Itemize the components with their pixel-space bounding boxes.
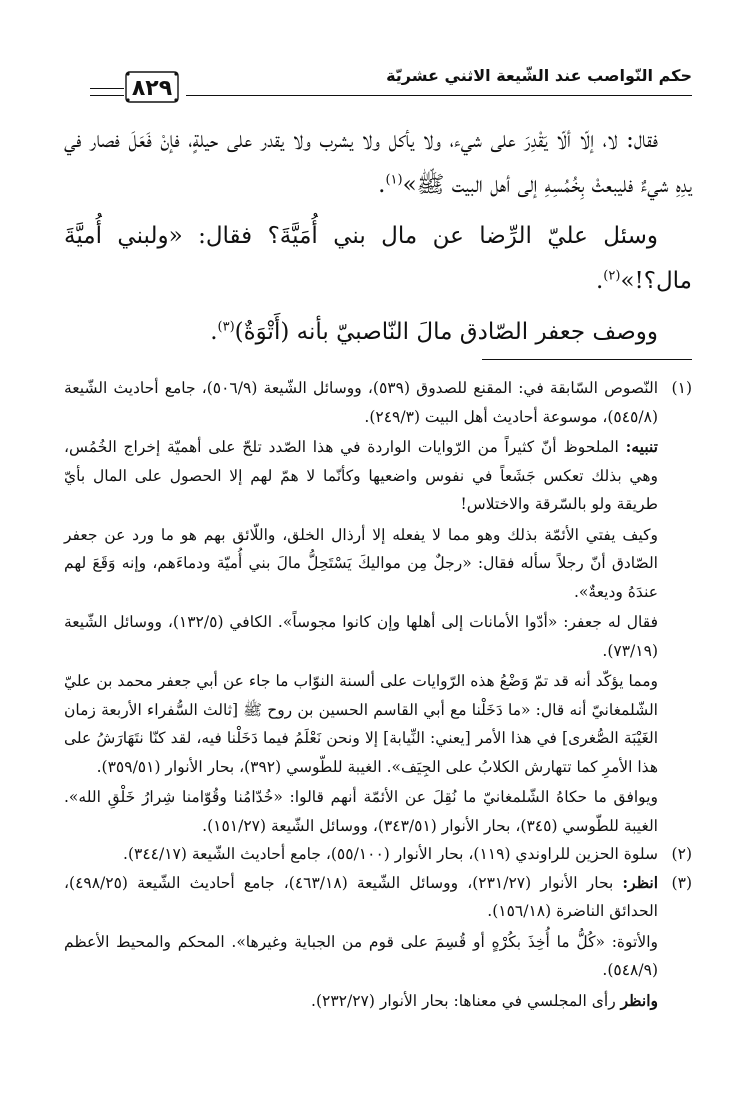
footnote-text: وكيف يفتي الأئمّة بذلك وهو مما لا يفعله إلا أرذال الخلق، واللّائق بهم هو ما ورد عن جعفر الصّادق أنّ رجلاً سأله فقال: «رجلٌ مِن مواليكَ يَسْتَحِلُّ مالَ بني أُميّة ودماءَهم، وإنه وَقَعَ لهم عندَهُ وديعةٌ». xyxy=(64,525,658,601)
footnote-body xyxy=(64,374,658,840)
footnote-body xyxy=(64,840,658,869)
footnote-text: فقال له جعفر: «أدّوا الأمانات إلى أهلها وإن كانوا مجوساً». الكافي (١٣٢/٥)، ووسائل الشّيعة (٧٣/١٩). xyxy=(64,613,658,660)
main-paragraph: ووصف جعفر الصّادق مالَ النّاصبيّ بأنه (أَتْوَةٌ)$^{(٣)}$. xyxy=(210,319,658,345)
footnote-lead: وانظر xyxy=(620,990,658,1010)
footnote-paragraph xyxy=(64,987,658,1016)
ornament-double-line xyxy=(90,88,124,96)
footnote-text: الملحوظ أنّ كثيراً من الرّوايات الواردة في هذا الصّدد تلحّ على أهميّة إخراج الخُمُس، وهي بذلك تعكس جَشَعاً في نفوس واضعيها وكأنّما لا همّ لهم إلا الحصول على المال بأيّ طريقة ولو بالسّرقة والاختلاس! xyxy=(64,438,658,513)
header-rule xyxy=(186,95,692,96)
main-paragraph: وسئل عليّ الرِّضا عن مال بني أُمَيَّةَ؟ فقال: «ولبني أُميَّةَ مال؟!»$^{(٢)}$. xyxy=(64,223,692,294)
paragraph-text: فقال: لا، إلّا ألّا يَقْدِرَ على شيء، ولا يأكل ولا يشرب ولا يقدر على حيلةٍ، فإنْ فَعَلَ فصار في يدِهِ شيءٌ فليبعثْ بِخُمُسِهِ إلى أهل البيت ﷺ» xyxy=(64,127,692,198)
page-number-ornament xyxy=(112,66,184,110)
footnotes xyxy=(64,374,692,1015)
footnote-number: (١) xyxy=(671,379,692,397)
footnote-lead: انظر: xyxy=(622,872,659,892)
main-text xyxy=(64,118,692,361)
footnote-separator xyxy=(482,359,692,360)
footnote-paragraph xyxy=(64,374,658,431)
footnote-paragraph xyxy=(64,667,658,781)
footnote-text: ومما يؤكّد أنه قد تمّ وَضْعُ هذه الرّوايات على ألسنة النوّاب ما جاء عن أبي جعفر محمد بن عليّ الشّلمغانيّ أنه قال: «ما دَخَلْنا مع أبي القاسم الحسين بن روح ﷺ [ثالث السُّفراء الأربعة زمان الغَيْبَة الصُّغرى] في هذا الأمر [يعني: النِّيابة] إلا ونحن نَعْلَمُ فيما دَخَلْنا فيه، لقد كنّا نتَهَارَشُ على هذا الأمرِ كما تتهارش الكلابُ على الجِيَف». الغيبة للطّوسي (٣٩٢)، بحار الأنوار (٣٥٩/٥١). xyxy=(64,672,658,776)
footnote-text: رأى المجلسي في معناها: بحار الأنوار (٢٣٢/٢٧). xyxy=(311,991,616,1010)
footnote-text: النّصوص السّابقة في: المقنع للصدوق (٥٣٩)، ووسائل الشّيعة (٥٠٦/٩)، جامع أحاديث الشّيعة (٥٤٥/٨)، موسوعة أحاديث أهل البيت (٢٤٩/٣). xyxy=(64,379,659,426)
footnote-paragraph xyxy=(64,783,658,840)
footnote-ref: (١) xyxy=(385,172,403,188)
footnote-paragraph xyxy=(64,433,658,519)
footnote-number: (٣) xyxy=(671,873,692,892)
paragraph-text: ووصف جعفر الصّادق مالَ النّاصبيّ بأنه (أَتْوَةٌ) xyxy=(234,319,658,345)
footnote xyxy=(64,374,692,840)
footnote-paragraph xyxy=(64,608,658,665)
running-title: حكم النّواصب عند الشّيعة الاثني عشريّة xyxy=(386,66,692,85)
paragraph-text: وسئل عليّ الرِّضا عن مال بني أُمَيَّةَ؟ فقال: «ولبني أُميَّةَ مال؟!» xyxy=(64,223,692,294)
footnote xyxy=(64,869,692,1016)
footnote-lead: تنبيه: xyxy=(625,437,658,456)
footnote xyxy=(64,840,692,869)
footnote-paragraph xyxy=(64,840,658,869)
footnote-paragraph xyxy=(64,928,658,985)
main-paragraph: فقال: لا، إلّا ألّا يَقْدِرَ على شيء، ولا يأكل ولا يشرب ولا يقدر على حيلةٍ، فإنْ فَعَلَ فصار في يدِهِ شيءٌ فليبعثْ بِخُمُسِهِ إلى أهل البيت ﷺ»$^{(١)}$. xyxy=(64,127,692,198)
footnote-ref: (٢) xyxy=(603,268,621,284)
footnote-ref: (٣) xyxy=(217,319,235,335)
footnote-text: سلوة الحزين للراوندي (١١٩)، بحار الأنوار (٥٥/١٠٠)، جامع أحاديث الشّيعة (٣٤٤/١٧). xyxy=(123,845,658,863)
footnote-paragraph xyxy=(64,869,658,926)
footnote-text: بحار الأنوار (٢٣١/٢٧)، ووسائل الشّيعة (٤٦٣/١٨)، جامع أحاديث الشّيعة (٤٩٨/٢٥)، الحدائق الناضرة (١٥٦/١٨). xyxy=(64,873,658,920)
footnote-number: (٢) xyxy=(671,845,692,863)
footnote-body xyxy=(64,869,658,1016)
footnote-paragraph xyxy=(64,521,658,607)
page-number: ٨٢٩ xyxy=(131,76,173,101)
footnote-text: ويوافق ما حكاهُ الشّلمغانيّ ما نُقِلَ عن الأئمّة أنهم قالوا: «خُدّامُنا وقُوّامنا شِرارُ خَلْقِ الله». الغيبة للطّوسي (٣٤٥)، بحار الأنوار (٣٤٣/٥١)، ووسائل الشّيعة (١٥١/٢٧). xyxy=(64,788,658,835)
footnote-text: والأتوة: «كُلُّ ما أُخِذَ بكُرْهٍ أو قُسِمَ على قوم من الجباية وغيرها». المحكم والمحيط الأعظم (٥٤٨/٩). xyxy=(64,932,658,979)
